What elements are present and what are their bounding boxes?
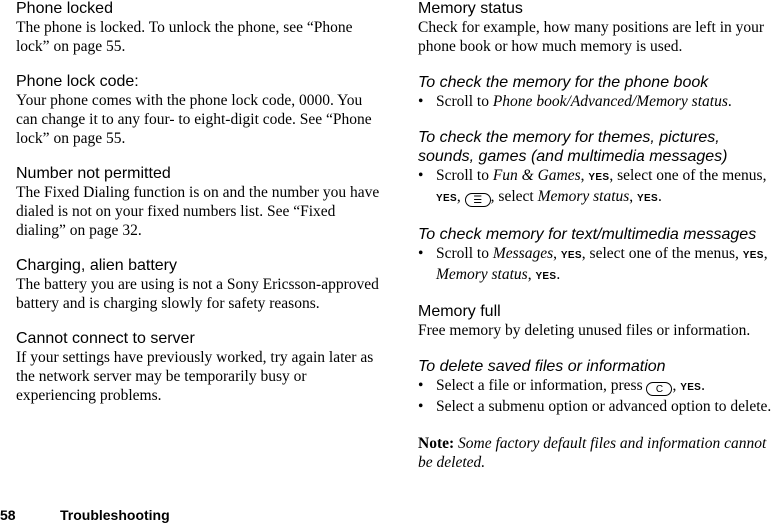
heading-memory-full: Memory full — [418, 303, 501, 320]
bullet-messages: • Scroll to Messages, YES, select one of the menus, YES, Memory status, YES. — [418, 245, 768, 283]
bullet-icon: • — [418, 245, 424, 262]
heading-number-not-permitted: Number not permitted — [16, 165, 171, 182]
bullet-icon: • — [418, 398, 424, 415]
procedure-title-delete: To delete saved files or information — [418, 358, 666, 375]
bullet-icon: • — [418, 93, 424, 110]
page-number: 58 — [0, 507, 16, 523]
bullet-delete-submenu: • Select a submenu option or advanced option to delete. — [418, 398, 772, 415]
procedure-title-themes: To check the memory for themes, pictures, sounds, games (and multimedia messages) — [418, 129, 728, 165]
heading-phone-lock-code: Phone lock code: — [16, 73, 139, 90]
clear-key-icon: C — [646, 382, 672, 396]
yes-key: YES — [588, 172, 610, 183]
bullet-icon: • — [418, 167, 424, 184]
yes-key: YES — [560, 250, 582, 261]
right-column — [418, 0, 777, 472]
heading-memory-status: Memory status — [418, 0, 523, 17]
left-column — [16, 0, 382, 405]
note — [418, 434, 777, 472]
procedure-title-phone-book: To check the memory for the phone book — [418, 74, 709, 91]
yes-key: YES — [436, 193, 457, 204]
heading-cannot-connect: Cannot connect to server — [16, 330, 195, 347]
text-number-not-permitted: The Fixed Dialing function is on and the number you have dialed is not on your fixed numbers list. See “Fixed dialing” on page 32. — [16, 184, 380, 239]
menu-key-icon: ☰ — [465, 193, 491, 207]
menu-path: Phone book/Advanced/Memory status — [492, 93, 728, 110]
yes-key: YES — [535, 271, 557, 282]
yes-key: YES — [680, 382, 702, 393]
bullet-delete-file: • Select a file or information, press C , YES. — [418, 377, 706, 395]
yes-key: YES — [637, 193, 658, 204]
note-text: Some factory default files and information cannot be deleted. — [418, 435, 767, 471]
text-cannot-connect: If your settings have previously worked, try again later as the network server may be temporarily busy or experiencing problems. — [16, 349, 374, 404]
section-title: Troubleshooting — [60, 507, 170, 523]
bullet-phone-book: • Scroll to Phone book/Advanced/Memory status. — [418, 93, 732, 110]
procedure-title-messages: To check memory for text/multimedia messages — [418, 226, 757, 243]
bullet-icon: • — [418, 377, 424, 394]
text-phone-locked: The phone is locked. To unlock the phone, see “Phone lock” on page 55. — [16, 19, 353, 55]
yes-key: YES — [742, 250, 764, 261]
note-label: Note: — [418, 435, 455, 452]
heading-phone-locked: Phone locked — [16, 0, 113, 17]
text-memory-status: Check for example, how many positions are left in your phone book or how much memory is used. — [418, 19, 765, 55]
heading-charging-alien-battery: Charging, alien battery — [16, 257, 177, 274]
text-charging-alien-battery: The battery you are using is not a Sony Ericsson-approved battery and is charging slowly for safety reasons. — [16, 276, 379, 312]
text-memory-full: Free memory by deleting unused files or information. — [418, 322, 751, 339]
text-phone-lock-code: Your phone comes with the phone lock code, 0000. You can change it to any four- to eight-digit code. See “Phone lock” on page 55. — [16, 92, 372, 147]
bullet-themes: • Scroll to Fun & Games, YES, select one of the menus, YES, ☰ , select Memory status, YES. — [418, 167, 767, 206]
